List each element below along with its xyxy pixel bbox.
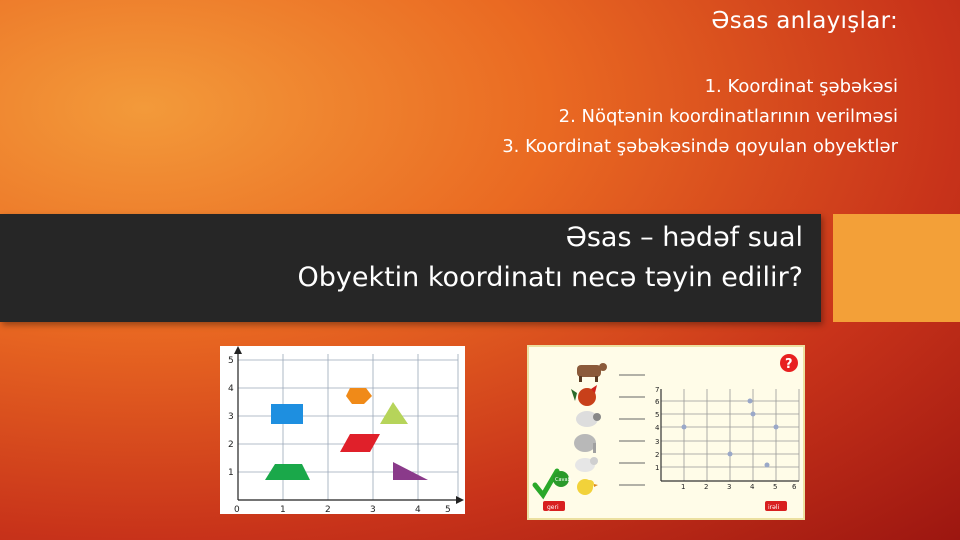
goat-icon [575,457,598,472]
x-tick: 1 [681,483,686,491]
back-button[interactable] [543,501,565,511]
coordinate-grid-shapes [220,346,465,514]
x-tick: 2 [325,505,331,514]
banner-question: Obyektin koordinatı necə təyin edilir? [297,262,803,293]
orange-pentagon-shape [346,388,372,404]
key-concepts [502,8,898,162]
blue-square-shape [271,404,303,424]
green-trapezoid-shape [265,464,310,480]
banner-title: Əsas – hədəf sual [565,222,803,253]
svg-text:?: ? [785,357,793,372]
elephant-icon [574,434,596,453]
y-tick: 2 [655,451,660,459]
y-tick: 7 [655,386,660,394]
x-tick: 4 [415,505,421,514]
chick-icon [577,479,598,495]
x-tick: 3 [727,483,732,491]
red-parallelogram-shape [340,434,380,452]
question-banner [0,214,821,322]
x-tick: 4 [750,483,755,491]
key-concepts-list [502,72,898,162]
list-item: 3. Koordinat şəbəkəsində qoyulan obyektlər [502,136,898,157]
y-tick: 3 [655,438,660,446]
y-tick: 6 [655,398,660,406]
y-tick: 5 [655,411,660,419]
x-tick: 2 [704,483,709,491]
x-tick: 5 [445,505,451,514]
x-tick: 6 [792,483,797,491]
next-button[interactable] [765,501,787,511]
y-tick: 1 [655,464,660,472]
x-tick: 5 [773,483,778,491]
back-label: geri [547,504,559,511]
x-tick: 1 [280,505,286,514]
list-item: 1. Koordinat şəbəkəsi [704,76,898,97]
y-tick: 2 [228,440,234,450]
list-item: 2. Nöqtənin koordinatlarının verilməsi [558,106,898,127]
y-tick: 4 [228,384,234,394]
next-label: irəli [768,504,780,511]
y-tick: 1 [228,468,234,478]
y-tick: 3 [228,412,234,422]
check-label: Cavab [555,477,571,483]
y-tick: 5 [228,356,234,366]
cow-icon [577,363,607,382]
help-icon[interactable] [780,354,798,372]
check-answer-button[interactable] [535,471,571,495]
green-triangle-shape [380,402,408,424]
accent-block [833,214,960,322]
x-tick: 3 [370,505,376,514]
x-tick: 0 [234,505,240,514]
purple-triangle-shape [393,462,428,480]
sheep-icon [576,411,601,427]
animal-coordinate-exercise [527,345,805,520]
rooster-icon [571,385,597,406]
y-tick: 4 [655,424,660,432]
key-concepts-title: Əsas anlayışlar: [711,8,898,34]
